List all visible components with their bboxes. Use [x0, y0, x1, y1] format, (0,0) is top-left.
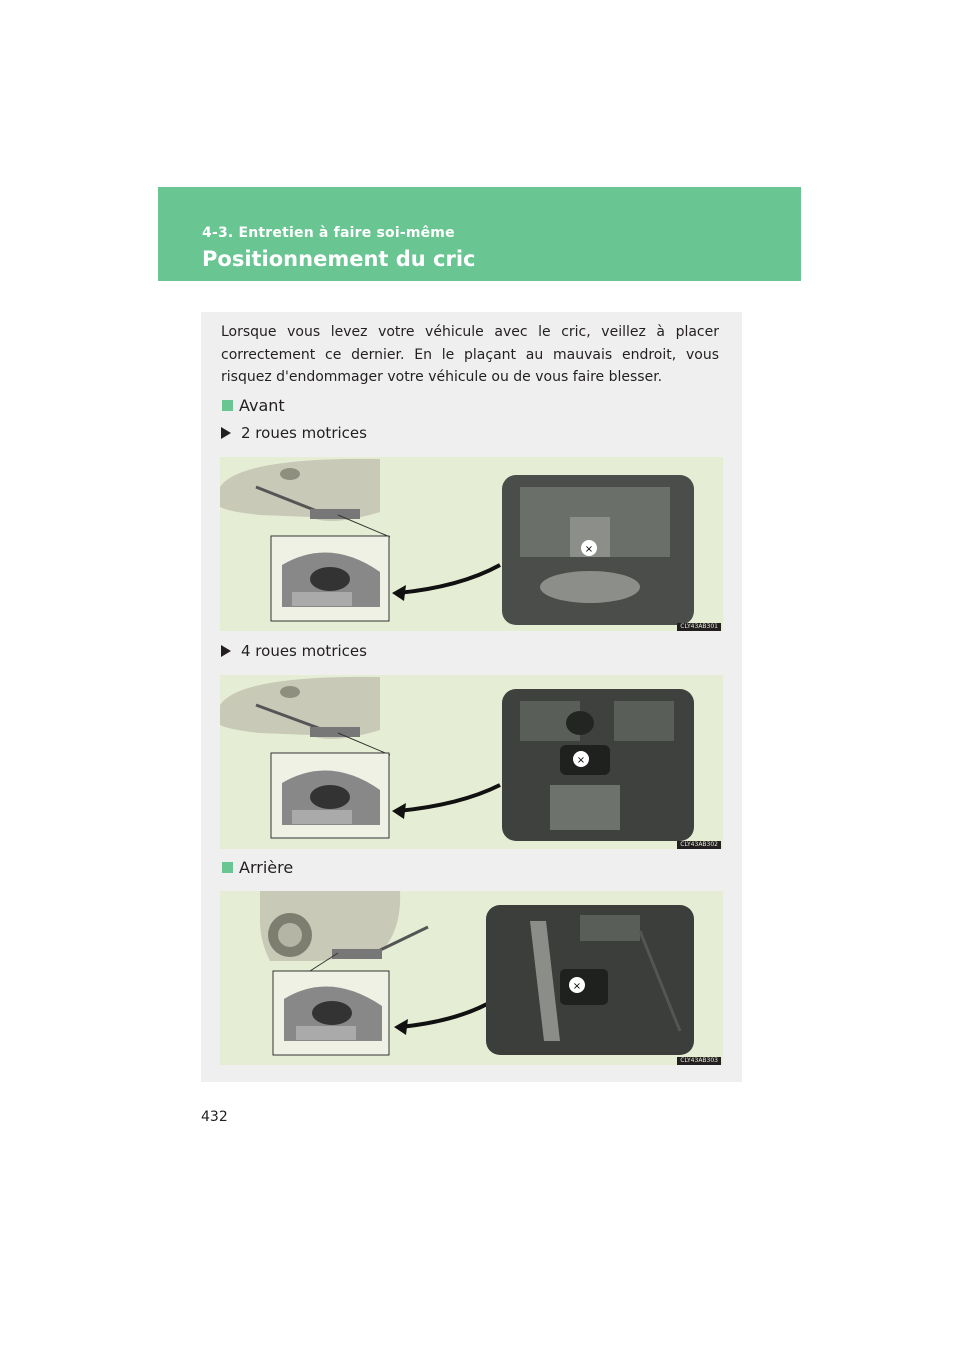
page-number: 432	[201, 1109, 228, 1125]
square-bullet-icon	[222, 862, 233, 873]
svg-text:×: ×	[576, 755, 586, 766]
svg-text:×: ×	[584, 544, 594, 555]
intro-paragraph: Lorsque vous levez votre véhicule avec le cric, veillez à placer correctement ce dernier. En le plaçant au mauvais endroit, vous risquez d'endommager votre véhicule ou de vous faire blesser.	[221, 324, 719, 385]
jack-point-rear-illustration	[220, 891, 723, 1065]
figure-code: CLY43AB301	[677, 623, 721, 631]
subheading-2wd: 2 roues motrices	[221, 424, 367, 442]
page-title: Positionnement du cric	[202, 247, 476, 271]
jack-point-front-2wd-illustration	[220, 457, 723, 631]
heading-front: Avant	[222, 396, 285, 415]
figure-code: CLY43AB303	[677, 1057, 721, 1065]
section-label: 4-3. Entretien à faire soi-même	[202, 225, 455, 241]
jack-point-front-4wd-illustration	[220, 675, 723, 849]
square-bullet-icon	[222, 400, 233, 411]
heading-rear: Arrière	[222, 858, 293, 877]
figure-rear	[220, 891, 723, 1065]
triangle-bullet-icon	[221, 645, 231, 657]
subheading-4wd: 4 roues motrices	[221, 642, 367, 660]
content-panel	[201, 312, 742, 1082]
chapter-header	[158, 187, 801, 281]
figure-code: CLY43AB302	[677, 841, 721, 849]
triangle-bullet-icon	[221, 427, 231, 439]
figure-front-2wd	[220, 457, 723, 631]
figure-front-4wd	[220, 675, 723, 849]
svg-text:×: ×	[572, 981, 582, 992]
